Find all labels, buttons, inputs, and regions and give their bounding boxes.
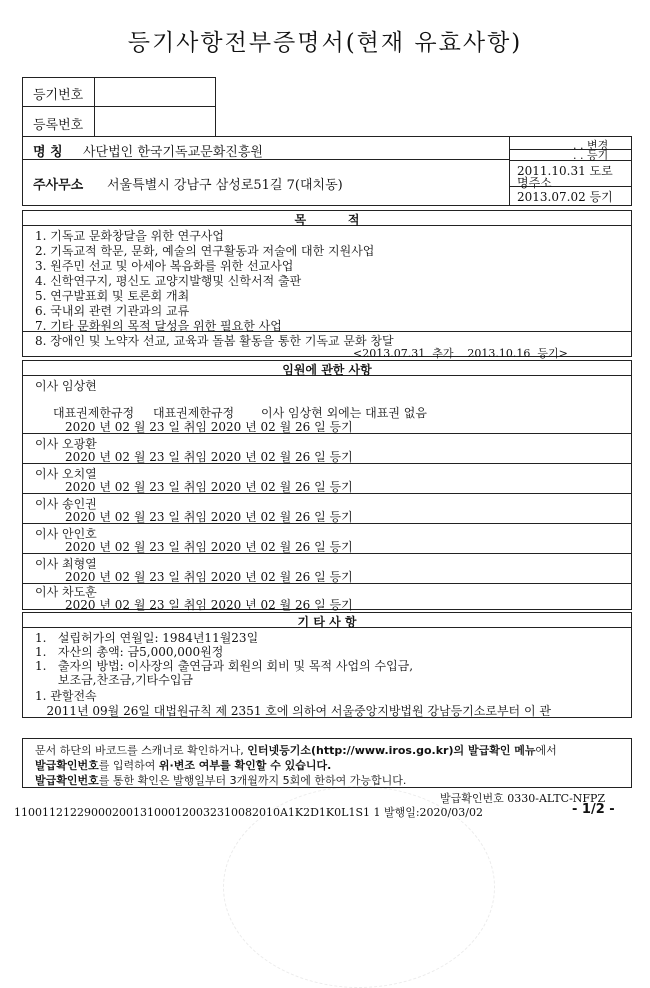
purpose-item: 2. 기독교적 학문, 문화, 예술의 연구활동과 저술에 대한 지원사업 [35,244,375,258]
officer-name: 이사 최형열 [35,557,97,571]
purpose-item: 4. 신학연구지, 평신도 교양지발행및 신학서적 출판 [35,274,302,288]
office-value: 서울특별시 강남구 삼성로51길 7(대치동) [107,178,343,193]
office-side-3: 2013.07.02 등기 [517,190,613,204]
purpose-item: 1. 기독교 문화창달을 위한 연구사업 [35,229,224,243]
notice-l1a: 문서 하단의 바코드를 스캐너로 확인하거나, [35,744,248,757]
officer-date: 2020 년 02 월 23 일 취임 2020 년 02 월 26 일 등기 [65,510,353,524]
enroll-no-value-cell [94,106,216,137]
misc-item: 1. 관할전속 [35,689,97,703]
notice-l2c: 위·변조 여부를 확인할 수 있습니다. [158,759,332,772]
office-side-1: 2011.10.31 도로 [517,164,613,178]
officer-date: 2020 년 02 월 23 일 취임 2020 년 02 월 26 일 등기 [65,540,353,554]
reg-no-label: 등기번호 [33,88,84,103]
officer-name: 이사 차도훈 [35,585,97,599]
enroll-no-label-cell [22,106,95,137]
misc-item: 1. 자산의 총액: 금5,000,000원정 [35,645,224,659]
officer-date: 2020 년 02 월 23 일 취임 2020 년 02 월 26 일 등기 [65,480,353,494]
enroll-no-label: 등록번호 [33,118,84,133]
name-label: 명 칭 [33,145,63,160]
purpose-item: 8. 장애인 및 노약자 선교, 교육과 돌봄 활동을 통한 기독교 문화 창달 [35,334,394,348]
notice-line-2 [35,757,331,773]
name-value: 사단법인 한국기독교문화진흥원 [83,145,263,160]
issue-confirm-number: 발급확인번호 0330-ALTC-NFPZ [440,792,606,805]
notice-line-1 [35,742,557,758]
reg-no-label-cell [22,77,95,107]
office-label: 주사무소 [33,178,84,193]
notice-l2b: 를 입력하여 [98,759,159,772]
officer-date: 2020 년 02 월 23 일 취임 2020 년 02 월 26 일 등기 [65,598,353,612]
officer-date: 2020 년 02 월 23 일 취임 2020 년 02 월 26 일 등기 [65,570,353,584]
notice-line-3 [35,772,406,788]
misc-item: 1. 출자의 방법: 이사장의 출연금과 회원의 회비 및 목적 사업의 수입금, [35,659,414,673]
name-change-note: . . 변경 [573,139,609,152]
notice-box [22,738,632,788]
officer-date: 2020 년 02 월 23 일 취임 2020 년 02 월 26 일 등기 [65,420,353,434]
purpose-note: <2013.07.31 추가 2013.10.16 등기> [353,347,568,360]
notice-l3a: 발급확인번호 [35,774,99,787]
officer-name: 이사 송인권 [35,497,97,511]
purpose-item: 5. 연구발표회 및 토론회 개최 [35,289,190,303]
notice-l2a: 발급확인번호 [35,759,99,772]
officer-date: 2020 년 02 월 23 일 취임 2020 년 02 월 26 일 등기 [65,450,353,464]
officer-name: 이사 안인호 [35,527,97,541]
notice-l1b: 인터넷등기소(http://www.iros.go.kr)의 발급확인 메뉴 [247,744,536,757]
purpose-item: 3. 원주민 선교 및 아세아 복음화를 위한 선교사업 [35,259,294,273]
notice-l1c: 에서 [535,744,557,757]
entity-table [22,136,632,206]
officer-rep-rule-a: 대표권제한규정 [53,406,135,420]
document-title: 등기사항전부증명서(현재 유효사항) [127,30,523,56]
page-number: - 1/2 - [572,802,615,817]
officers-header: 임원에 관한 사항 [282,363,372,377]
misc-section [22,612,632,718]
purpose-item: 7. 기타 문화원의 목적 달성을 위한 필요한 사업 [35,319,282,333]
misc-item: 2011년 09월 26일 대법원규칙 제 2351 호에 의하여 서울중앙지방법원 강남등기소로부터 이 관 [35,704,551,718]
purpose-section [22,210,632,360]
misc-item: 1. 설립허가의 연월일: 1984년11월23일 [35,631,259,645]
officer-rep-rule-c: 이사 임상현 외에는 대표권 없음 [261,406,427,420]
notice-l3b: 를 통한 확인은 발행일부터 3개월까지 5회에 한하여 가능합니다. [98,774,407,787]
officer-rep-name: 이사 임상현 [35,379,97,393]
officers-section [22,360,632,610]
officer-rep-rule-b: 대표권제한규정 [153,406,235,420]
footer-barcode-code: 11001121229000200131000120032310082010A1K2D1K0L1S1 1 발행일:2020/03/02 [14,806,483,819]
officer-name: 이사 오치열 [35,467,97,481]
office-side-2: 명주소 [517,176,552,190]
misc-item: 보조금,찬조금,기타수입금 [35,673,194,687]
purpose-header: 목 적 [294,213,360,227]
officer-name: 이사 오광환 [35,437,97,451]
misc-header: 기 타 사 항 [297,615,357,629]
reg-no-value-cell [94,77,216,107]
purpose-item: 6. 국내외 관련 기관과의 교류 [35,304,190,318]
name-register-note: . . 등기 [573,149,609,162]
